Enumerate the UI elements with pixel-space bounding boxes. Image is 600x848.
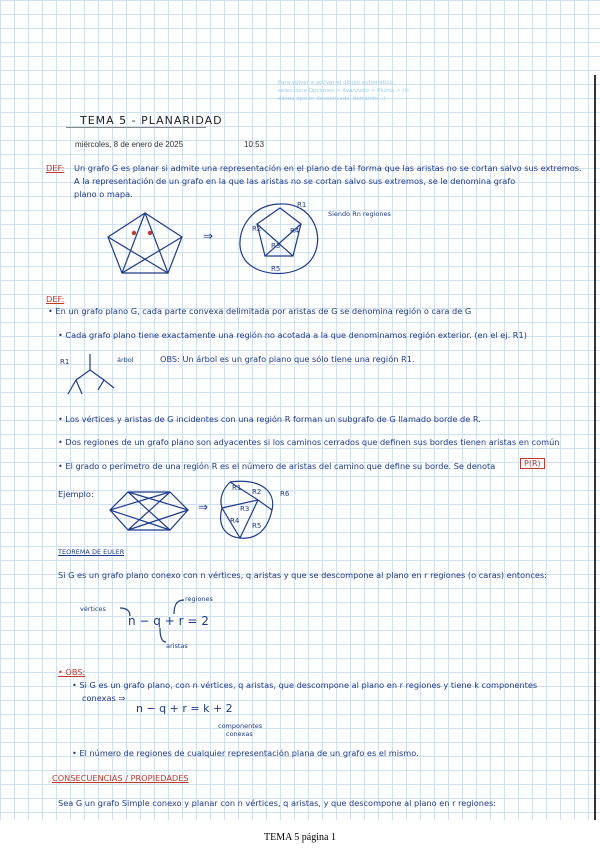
page-right-border <box>594 75 596 820</box>
def2-bullet4: • Dos regiones de un grafo plano son adyacentes si los caminos cerrados que definen sus bordes tienen aristas en común <box>58 437 560 447</box>
tree-drawing <box>62 350 122 402</box>
region-label: R5 <box>271 265 281 273</box>
page-title: TEMA 5 - PLANARIDAD <box>80 114 223 127</box>
region-label: R4 <box>290 227 300 235</box>
def2-bullet1: • En un grafo plano G, cada parte convexa delimitada por aristas de G se denomina región o cara de G <box>48 306 472 316</box>
regions-note: Siendo Rn regiones <box>328 210 391 218</box>
def2-label: DEF: <box>46 294 65 304</box>
title-underline <box>66 127 206 128</box>
example-arrow: ⇒ <box>198 500 209 514</box>
example-label: Ejemplo: <box>58 489 94 499</box>
crossing-graph-drawing <box>100 205 190 280</box>
obs2-components-label-2: conexas <box>226 730 253 738</box>
obs2-line3: • El número de regiones de cualquier representación plana de un grafo es el mismo. <box>72 748 419 758</box>
def1-line2: A la representación de un grafo en la que las aristas no se cortan salvo sus extremos, se le denomina grafo <box>74 176 516 186</box>
def2-bullet5: • El grado o perímetro de una región R es el número de aristas del camino que define su borde. Se denota <box>58 461 496 471</box>
note-date: miércoles, 8 de enero de 2025 <box>75 140 184 149</box>
euler-heading: TEOREMA DE EULER <box>58 548 125 556</box>
def1-line1: Un grafo G es planar si admite una representación en el plano de tal forma que las aristas no se cortan salvo sus extremos. <box>74 163 582 173</box>
example-graph-drawing <box>104 486 194 536</box>
euler-statement: Si G es un grafo plano conexo con n vértices, q aristas y que se descompone al plano en r regiones (o caras) entonces: <box>58 570 547 580</box>
obs2-label: • OBS: <box>58 667 86 677</box>
region-label: R3 <box>271 242 281 250</box>
euler-annotation-arrows <box>110 598 190 646</box>
obs2-line2: conexas ⇒ <box>82 693 126 703</box>
tree-label: árbol <box>117 356 134 364</box>
def1-line3: plano o mapa. <box>74 189 133 199</box>
euler-aristas-label: aristas <box>166 642 188 650</box>
example-map-drawing <box>218 478 288 542</box>
example-region-label: R3 <box>240 505 250 513</box>
obs2-formula: n − q + r = k + 2 <box>136 702 233 715</box>
def2-bullet3: • Los vértices y aristas de G incidentes con una región R forman un subgrafo de G llamado borde de R. <box>58 414 481 424</box>
consequences-line1: Sea G un grafo Simple conexo y planar con n vértices, q aristas, y que descompone al plano en r regiones: <box>58 798 497 808</box>
example-region-label: R2 <box>252 488 262 496</box>
example-region-label: R6 <box>280 490 290 498</box>
implies-arrow: ⇒ <box>203 229 214 243</box>
tree-obs: OBS: Un árbol es un grafo plano que sólo tiene una región R1. <box>160 354 415 364</box>
euler-formula: n − q + r = 2 <box>128 614 209 628</box>
region-label: R2 <box>252 225 262 233</box>
perimeter-notation-box: P(R) <box>520 458 545 469</box>
def1-label: DEF: <box>46 163 65 173</box>
planar-map-drawing <box>235 198 325 278</box>
tree-region-label: R1 <box>60 358 70 366</box>
page-footer: TEMA 5 página 1 <box>264 832 336 843</box>
obs2-components-label-1: componentes <box>218 722 263 730</box>
example-region-label: R5 <box>252 522 262 530</box>
drawing-hint-note: Para volver a activar el dibujo automático, seleccione Opciones > Avanzado > Pluma > (si desea opción desactivada, borrando...) <box>278 80 409 102</box>
note-time: 10:53 <box>244 140 265 149</box>
consequences-heading: CONSECUENCIAS / PROPIEDADES <box>52 773 189 783</box>
region-label: R1 <box>297 201 307 209</box>
obs2-line1: • Si G es un grafo plano, con n vértices, q aristas, que descompone al plano en r regiones y tiene k componentes <box>72 680 538 690</box>
example-region-label: R4 <box>230 517 240 525</box>
euler-regiones-label: regiones <box>185 595 213 603</box>
def2-bullet2: • Cada grafo plano tiene exactamente una región no acotada a la que denominamos región exterior. (en el ej. R1) <box>58 330 527 340</box>
euler-vertices-label: vértices <box>80 605 106 613</box>
example-region-label: R1 <box>232 484 242 492</box>
